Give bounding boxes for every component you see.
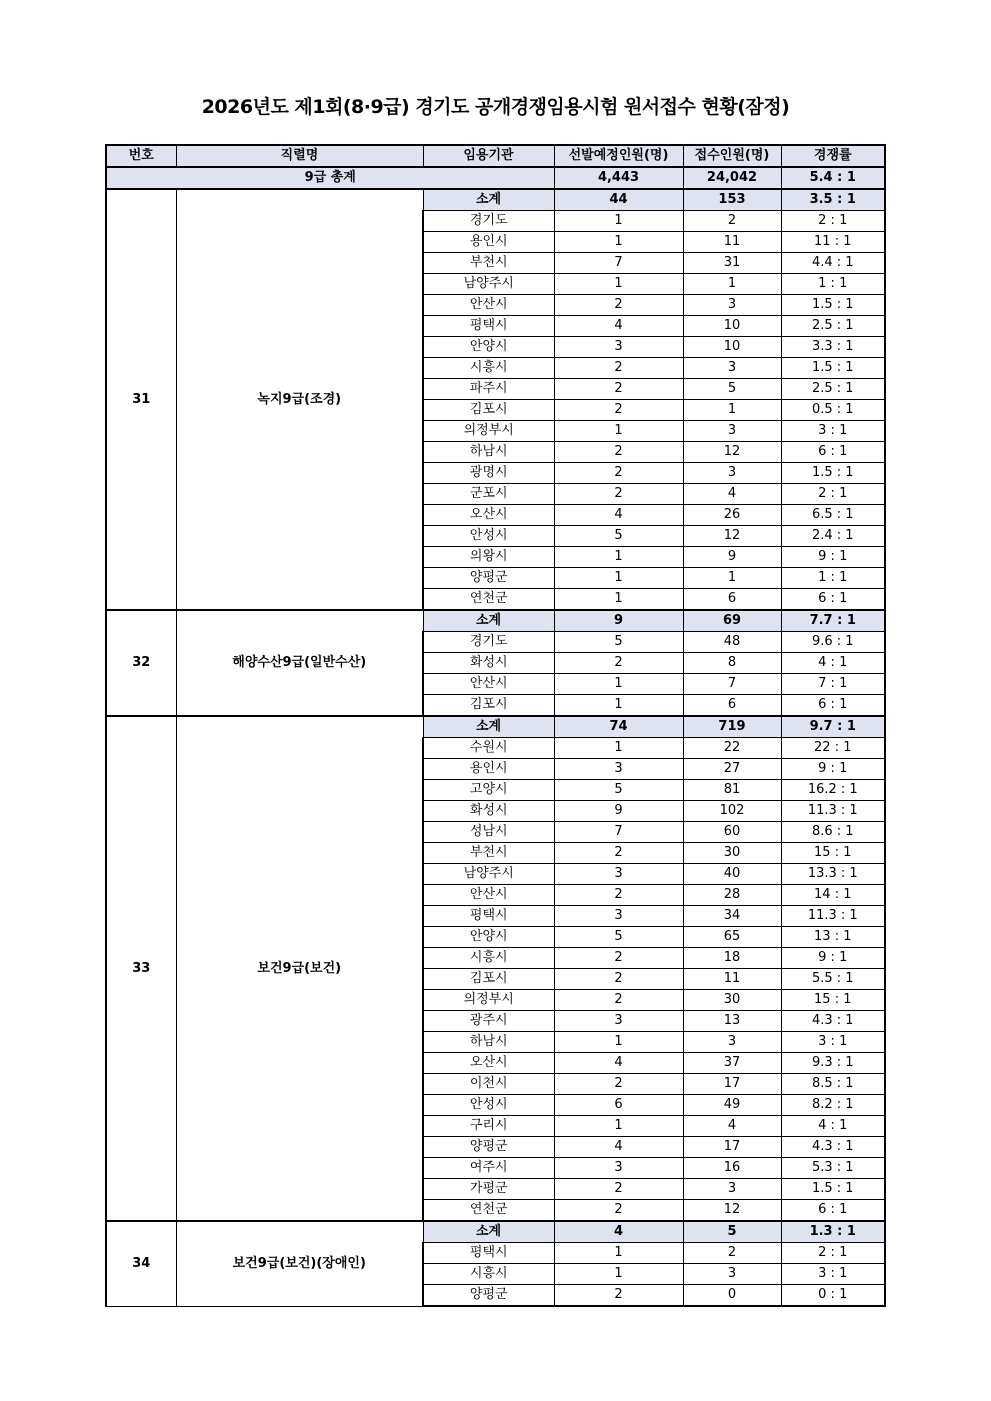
planned-cell: 1 xyxy=(554,421,683,442)
agency-cell: 부천시 xyxy=(423,843,554,864)
agency-cell: 시흥시 xyxy=(423,948,554,969)
agency-cell: 안산시 xyxy=(423,674,554,695)
page-title: 2026년도 제1회(8·9급) 경기도 공개경쟁임용시험 원서접수 현황(잠정) xyxy=(201,96,790,118)
ratio-cell: 1 : 1 xyxy=(781,568,885,589)
subtotal-planned: 9 xyxy=(554,610,683,632)
ratio-cell: 3 : 1 xyxy=(781,421,885,442)
applied-cell: 65 xyxy=(683,927,781,948)
planned-cell: 1 xyxy=(554,1243,683,1264)
agency-cell: 남양주시 xyxy=(423,864,554,885)
planned-cell: 1 xyxy=(554,738,683,759)
ratio-cell: 4 : 1 xyxy=(781,653,885,674)
planned-cell: 2 xyxy=(554,843,683,864)
agency-cell: 구리시 xyxy=(423,1116,554,1137)
subtotal-planned: 44 xyxy=(554,189,683,211)
job-series-name: 보건9급(보건)(장애인) xyxy=(176,1221,423,1306)
planned-cell: 2 xyxy=(554,990,683,1011)
agency-cell: 남양주시 xyxy=(423,274,554,295)
planned-cell: 2 xyxy=(554,969,683,990)
applied-cell: 34 xyxy=(683,906,781,927)
agency-cell: 양평군 xyxy=(423,568,554,589)
table-body xyxy=(106,167,885,1306)
applied-cell: 12 xyxy=(683,442,781,463)
applied-cell: 49 xyxy=(683,1095,781,1116)
subtotal-label: 소계 xyxy=(423,1221,554,1243)
applied-cell: 3 xyxy=(683,1179,781,1200)
application-status-table xyxy=(105,144,886,1307)
column-header-applied: 접수인원(명) xyxy=(683,145,781,167)
agency-cell: 광명시 xyxy=(423,463,554,484)
agency-cell: 군포시 xyxy=(423,484,554,505)
group-subtotal-row xyxy=(106,1221,885,1243)
agency-cell: 김포시 xyxy=(423,695,554,717)
agency-cell: 연천군 xyxy=(423,589,554,611)
column-header-number: 번호 xyxy=(106,145,176,167)
grand-total-row xyxy=(106,167,885,189)
ratio-cell: 2.5 : 1 xyxy=(781,316,885,337)
ratio-cell: 2 : 1 xyxy=(781,211,885,232)
column-header-job-series: 직렬명 xyxy=(176,145,423,167)
ratio-cell: 11.3 : 1 xyxy=(781,801,885,822)
applied-cell: 6 xyxy=(683,589,781,611)
ratio-cell: 2.4 : 1 xyxy=(781,526,885,547)
planned-cell: 7 xyxy=(554,822,683,843)
group-subtotal-row xyxy=(106,189,885,211)
planned-cell: 3 xyxy=(554,906,683,927)
subtotal-applied: 153 xyxy=(683,189,781,211)
grand-total-label: 9급 총계 xyxy=(106,167,554,189)
agency-cell: 오산시 xyxy=(423,505,554,526)
planned-cell: 2 xyxy=(554,463,683,484)
agency-cell: 오산시 xyxy=(423,1053,554,1074)
ratio-cell: 14 : 1 xyxy=(781,885,885,906)
agency-cell: 연천군 xyxy=(423,1200,554,1222)
planned-cell: 1 xyxy=(554,1264,683,1285)
agency-cell: 광주시 xyxy=(423,1011,554,1032)
agency-cell: 화성시 xyxy=(423,801,554,822)
planned-cell: 2 xyxy=(554,1200,683,1222)
agency-cell: 시흥시 xyxy=(423,1264,554,1285)
applied-cell: 2 xyxy=(683,1243,781,1264)
ratio-cell: 0.5 : 1 xyxy=(781,400,885,421)
applied-cell: 81 xyxy=(683,780,781,801)
planned-cell: 3 xyxy=(554,1011,683,1032)
subtotal-planned: 74 xyxy=(554,716,683,738)
agency-cell: 양평군 xyxy=(423,1137,554,1158)
job-series-name: 보건9급(보건) xyxy=(176,716,423,1221)
group-number: 34 xyxy=(106,1221,176,1306)
applied-cell: 1 xyxy=(683,274,781,295)
applied-cell: 3 xyxy=(683,1264,781,1285)
applied-cell: 3 xyxy=(683,295,781,316)
group-number: 32 xyxy=(106,610,176,716)
applied-cell: 12 xyxy=(683,526,781,547)
group-subtotal-row xyxy=(106,716,885,738)
planned-cell: 3 xyxy=(554,759,683,780)
applied-cell: 30 xyxy=(683,843,781,864)
applied-cell: 30 xyxy=(683,990,781,1011)
column-header-planned: 선발예정인원(명) xyxy=(554,145,683,167)
ratio-cell: 6 : 1 xyxy=(781,1200,885,1222)
agency-cell: 안양시 xyxy=(423,337,554,358)
applied-cell: 2 xyxy=(683,211,781,232)
applied-cell: 17 xyxy=(683,1074,781,1095)
applied-cell: 1 xyxy=(683,400,781,421)
job-series-name: 해양수산9급(일반수산) xyxy=(176,610,423,716)
planned-cell: 2 xyxy=(554,484,683,505)
ratio-cell: 6.5 : 1 xyxy=(781,505,885,526)
applied-cell: 5 xyxy=(683,379,781,400)
grand-total-ratio: 5.4 : 1 xyxy=(781,167,885,189)
planned-cell: 1 xyxy=(554,211,683,232)
planned-cell: 2 xyxy=(554,885,683,906)
ratio-cell: 3 : 1 xyxy=(781,1264,885,1285)
group-number: 33 xyxy=(106,716,176,1221)
ratio-cell: 4.4 : 1 xyxy=(781,253,885,274)
ratio-cell: 9 : 1 xyxy=(781,948,885,969)
planned-cell: 2 xyxy=(554,379,683,400)
subtotal-label: 소계 xyxy=(423,610,554,632)
applied-cell: 11 xyxy=(683,969,781,990)
agency-cell: 의정부시 xyxy=(423,990,554,1011)
agency-cell: 화성시 xyxy=(423,653,554,674)
planned-cell: 4 xyxy=(554,505,683,526)
planned-cell: 2 xyxy=(554,948,683,969)
agency-cell: 고양시 xyxy=(423,780,554,801)
agency-cell: 용인시 xyxy=(423,232,554,253)
planned-cell: 1 xyxy=(554,695,683,717)
agency-cell: 안성시 xyxy=(423,1095,554,1116)
planned-cell: 5 xyxy=(554,632,683,653)
ratio-cell: 9 : 1 xyxy=(781,759,885,780)
group-number: 31 xyxy=(106,189,176,610)
applied-cell: 17 xyxy=(683,1137,781,1158)
agency-cell: 경기도 xyxy=(423,632,554,653)
planned-cell: 1 xyxy=(554,1116,683,1137)
ratio-cell: 7 : 1 xyxy=(781,674,885,695)
subtotal-applied: 69 xyxy=(683,610,781,632)
agency-cell: 하남시 xyxy=(423,1032,554,1053)
ratio-cell: 9.3 : 1 xyxy=(781,1053,885,1074)
agency-cell: 파주시 xyxy=(423,379,554,400)
subtotal-planned: 4 xyxy=(554,1221,683,1243)
planned-cell: 1 xyxy=(554,568,683,589)
planned-cell: 1 xyxy=(554,589,683,611)
planned-cell: 2 xyxy=(554,653,683,674)
planned-cell: 2 xyxy=(554,1074,683,1095)
ratio-cell: 1.5 : 1 xyxy=(781,295,885,316)
agency-cell: 용인시 xyxy=(423,759,554,780)
planned-cell: 1 xyxy=(554,274,683,295)
ratio-cell: 6 : 1 xyxy=(781,695,885,717)
agency-cell: 안성시 xyxy=(423,526,554,547)
planned-cell: 3 xyxy=(554,864,683,885)
ratio-cell: 2 : 1 xyxy=(781,484,885,505)
applied-cell: 48 xyxy=(683,632,781,653)
agency-cell: 안양시 xyxy=(423,927,554,948)
agency-cell: 양평군 xyxy=(423,1285,554,1307)
agency-cell: 의정부시 xyxy=(423,421,554,442)
grand-total-planned: 4,443 xyxy=(554,167,683,189)
ratio-cell: 13 : 1 xyxy=(781,927,885,948)
planned-cell: 1 xyxy=(554,547,683,568)
ratio-cell: 22 : 1 xyxy=(781,738,885,759)
agency-cell: 부천시 xyxy=(423,253,554,274)
column-header-agency: 임용기관 xyxy=(423,145,554,167)
ratio-cell: 15 : 1 xyxy=(781,990,885,1011)
ratio-cell: 1.5 : 1 xyxy=(781,358,885,379)
group-subtotal-row xyxy=(106,610,885,632)
applied-cell: 10 xyxy=(683,337,781,358)
ratio-cell: 6 : 1 xyxy=(781,589,885,611)
applied-cell: 11 xyxy=(683,232,781,253)
applied-cell: 22 xyxy=(683,738,781,759)
ratio-cell: 16.2 : 1 xyxy=(781,780,885,801)
applied-cell: 16 xyxy=(683,1158,781,1179)
applied-cell: 9 xyxy=(683,547,781,568)
planned-cell: 4 xyxy=(554,316,683,337)
ratio-cell: 2 : 1 xyxy=(781,1243,885,1264)
planned-cell: 2 xyxy=(554,400,683,421)
applied-cell: 40 xyxy=(683,864,781,885)
planned-cell: 5 xyxy=(554,927,683,948)
ratio-cell: 5.5 : 1 xyxy=(781,969,885,990)
ratio-cell: 11.3 : 1 xyxy=(781,906,885,927)
ratio-cell: 8.2 : 1 xyxy=(781,1095,885,1116)
planned-cell: 2 xyxy=(554,1285,683,1307)
subtotal-ratio: 1.3 : 1 xyxy=(781,1221,885,1243)
ratio-cell: 1.5 : 1 xyxy=(781,1179,885,1200)
ratio-cell: 3.3 : 1 xyxy=(781,337,885,358)
subtotal-ratio: 7.7 : 1 xyxy=(781,610,885,632)
subtotal-label: 소계 xyxy=(423,189,554,211)
planned-cell: 3 xyxy=(554,337,683,358)
ratio-cell: 13.3 : 1 xyxy=(781,864,885,885)
applied-cell: 37 xyxy=(683,1053,781,1074)
planned-cell: 2 xyxy=(554,1179,683,1200)
subtotal-ratio: 3.5 : 1 xyxy=(781,189,885,211)
planned-cell: 5 xyxy=(554,780,683,801)
subtotal-ratio: 9.7 : 1 xyxy=(781,716,885,738)
ratio-cell: 8.5 : 1 xyxy=(781,1074,885,1095)
planned-cell: 1 xyxy=(554,232,683,253)
applied-cell: 3 xyxy=(683,358,781,379)
ratio-cell: 8.6 : 1 xyxy=(781,822,885,843)
planned-cell: 4 xyxy=(554,1137,683,1158)
agency-cell: 이천시 xyxy=(423,1074,554,1095)
agency-cell: 안산시 xyxy=(423,885,554,906)
ratio-cell: 3 : 1 xyxy=(781,1032,885,1053)
agency-cell: 가평군 xyxy=(423,1179,554,1200)
planned-cell: 5 xyxy=(554,526,683,547)
ratio-cell: 6 : 1 xyxy=(781,442,885,463)
applied-cell: 4 xyxy=(683,484,781,505)
planned-cell: 2 xyxy=(554,442,683,463)
agency-cell: 평택시 xyxy=(423,906,554,927)
applied-cell: 1 xyxy=(683,568,781,589)
applied-cell: 3 xyxy=(683,463,781,484)
applied-cell: 13 xyxy=(683,1011,781,1032)
agency-cell: 시흥시 xyxy=(423,358,554,379)
agency-cell: 수원시 xyxy=(423,738,554,759)
agency-cell: 안산시 xyxy=(423,295,554,316)
planned-cell: 1 xyxy=(554,674,683,695)
subtotal-label: 소계 xyxy=(423,716,554,738)
ratio-cell: 2.5 : 1 xyxy=(781,379,885,400)
planned-cell: 3 xyxy=(554,1158,683,1179)
ratio-cell: 4.3 : 1 xyxy=(781,1137,885,1158)
ratio-cell: 1.5 : 1 xyxy=(781,463,885,484)
subtotal-applied: 5 xyxy=(683,1221,781,1243)
agency-cell: 김포시 xyxy=(423,400,554,421)
agency-cell: 여주시 xyxy=(423,1158,554,1179)
planned-cell: 2 xyxy=(554,358,683,379)
planned-cell: 9 xyxy=(554,801,683,822)
applied-cell: 28 xyxy=(683,885,781,906)
applied-cell: 31 xyxy=(683,253,781,274)
grand-total-applied: 24,042 xyxy=(683,167,781,189)
agency-cell: 김포시 xyxy=(423,969,554,990)
ratio-cell: 4.3 : 1 xyxy=(781,1011,885,1032)
applied-cell: 12 xyxy=(683,1200,781,1222)
agency-cell: 하남시 xyxy=(423,442,554,463)
column-header-ratio: 경쟁률 xyxy=(781,145,885,167)
applied-cell: 8 xyxy=(683,653,781,674)
agency-cell: 평택시 xyxy=(423,316,554,337)
applied-cell: 7 xyxy=(683,674,781,695)
planned-cell: 6 xyxy=(554,1095,683,1116)
applied-cell: 3 xyxy=(683,1032,781,1053)
ratio-cell: 11 : 1 xyxy=(781,232,885,253)
applied-cell: 3 xyxy=(683,421,781,442)
applied-cell: 102 xyxy=(683,801,781,822)
agency-cell: 성남시 xyxy=(423,822,554,843)
ratio-cell: 4 : 1 xyxy=(781,1116,885,1137)
applied-cell: 60 xyxy=(683,822,781,843)
ratio-cell: 0 : 1 xyxy=(781,1285,885,1307)
job-series-name: 녹지9급(조경) xyxy=(176,189,423,610)
agency-cell: 경기도 xyxy=(423,211,554,232)
planned-cell: 2 xyxy=(554,295,683,316)
subtotal-applied: 719 xyxy=(683,716,781,738)
applied-cell: 27 xyxy=(683,759,781,780)
applied-cell: 26 xyxy=(683,505,781,526)
ratio-cell: 9 : 1 xyxy=(781,547,885,568)
ratio-cell: 9.6 : 1 xyxy=(781,632,885,653)
ratio-cell: 5.3 : 1 xyxy=(781,1158,885,1179)
applied-cell: 0 xyxy=(683,1285,781,1307)
applied-cell: 10 xyxy=(683,316,781,337)
agency-cell: 의왕시 xyxy=(423,547,554,568)
applied-cell: 4 xyxy=(683,1116,781,1137)
table-header-row xyxy=(106,145,885,167)
planned-cell: 4 xyxy=(554,1053,683,1074)
planned-cell: 7 xyxy=(554,253,683,274)
ratio-cell: 15 : 1 xyxy=(781,843,885,864)
applied-cell: 6 xyxy=(683,695,781,717)
agency-cell: 평택시 xyxy=(423,1243,554,1264)
ratio-cell: 1 : 1 xyxy=(781,274,885,295)
applied-cell: 18 xyxy=(683,948,781,969)
planned-cell: 1 xyxy=(554,1032,683,1053)
